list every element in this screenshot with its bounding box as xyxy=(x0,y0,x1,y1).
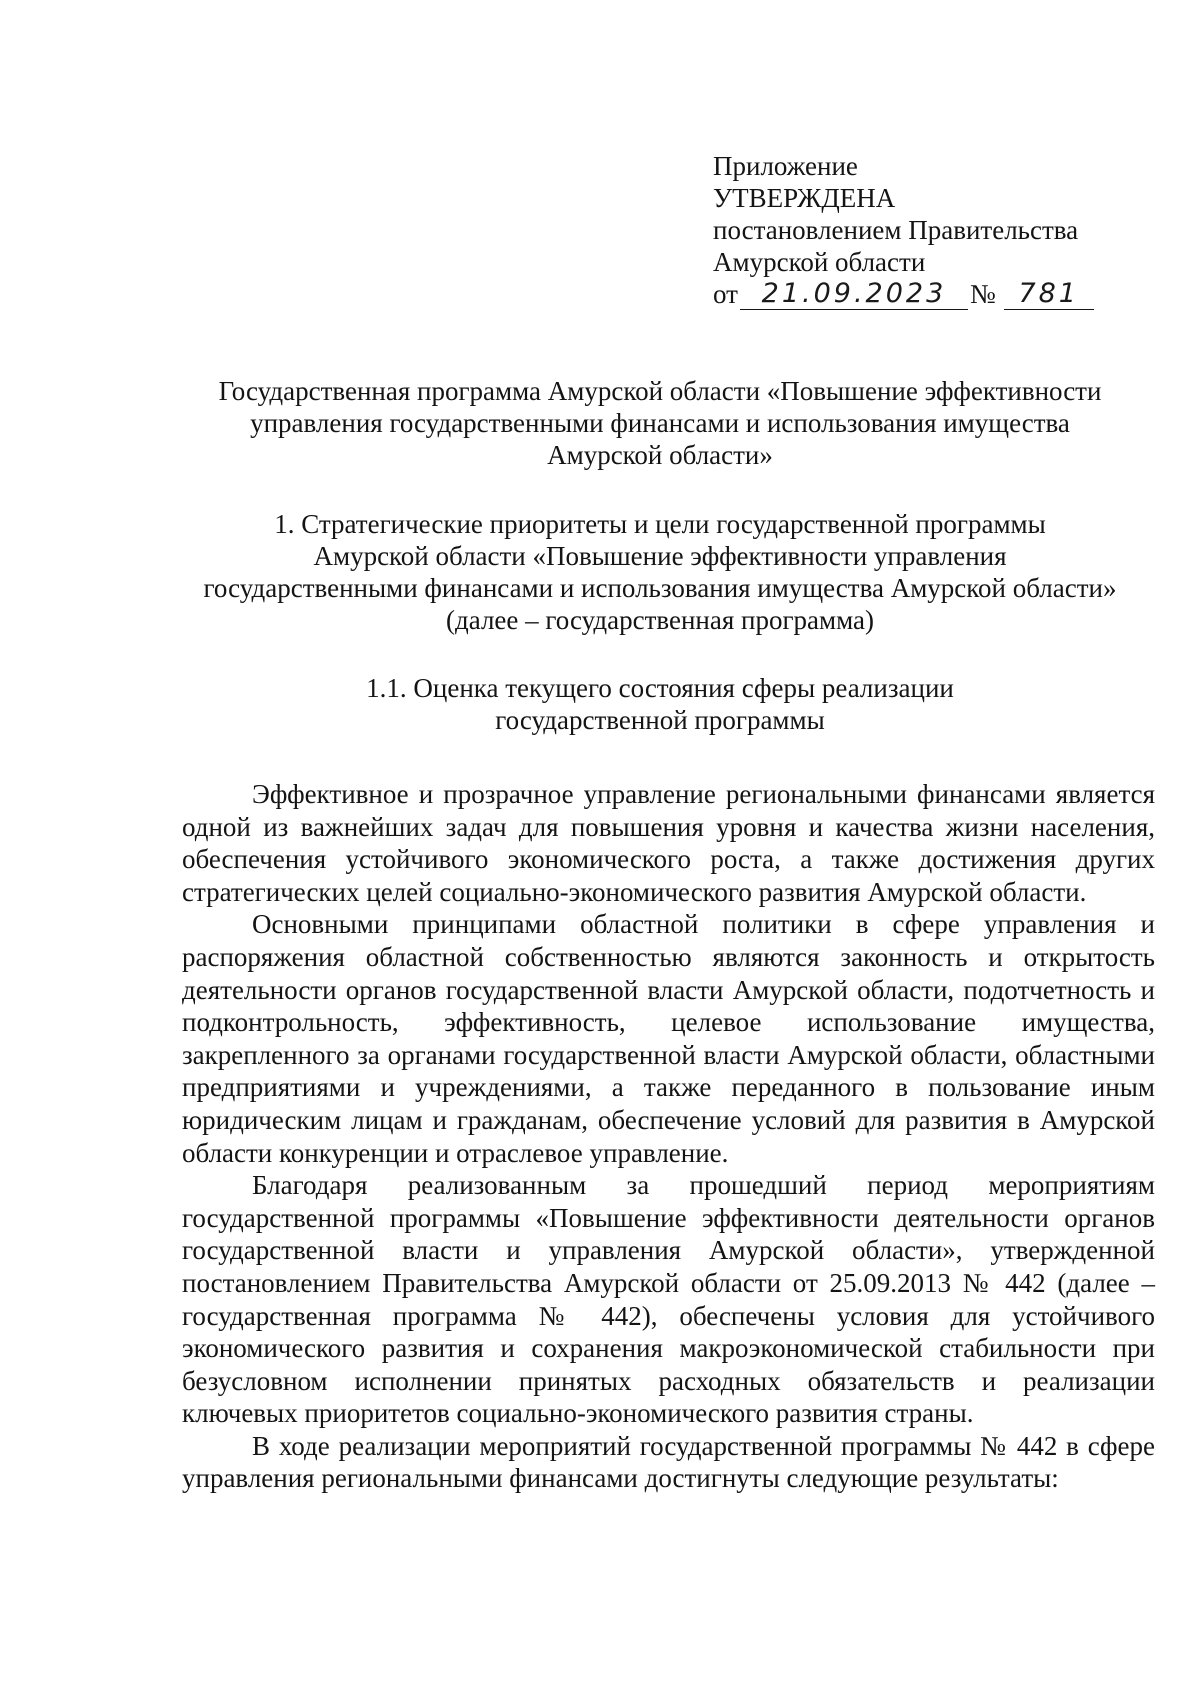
approved-by-label: постановлением Правительства xyxy=(713,215,1079,245)
date-prefix: от xyxy=(713,279,738,309)
program-title xyxy=(180,375,1140,471)
paragraph: В ходе реализации мероприятий государственной программы № 442 в сфере управления региональными финансами достигнуты следующие результаты: xyxy=(182,1430,1155,1494)
handwritten-date: 21.09.2023 xyxy=(740,279,968,310)
program-title-line: Государственная программа Амурской области «Повышение эффективности xyxy=(218,376,1102,406)
program-title-line: Амурской области» xyxy=(547,440,773,470)
approved-label: УТВЕРЖДЕНА xyxy=(713,183,896,213)
handwritten-number: 781 xyxy=(1004,279,1094,310)
date-number-line xyxy=(713,278,1133,310)
paragraph: Основными принципами областной политики в сфере управления и распоряжения областной собственностью являются законность и открытость деятельности органов государственной власти Амурской области, подотчетность и подконтрольность, эффективность, целевое использование имущества, закрепленного за органами государственной власти Амурской области, областными предприятиями и учреждениями, а также переданного в пользование иным юридическим лицам и гражданам, обеспечение условий для развития в Амурской области конкуренции и отраслевое управление. xyxy=(182,909,1155,1168)
program-title-line: управления государственными финансами и использования имущества xyxy=(250,408,1070,438)
region-label: Амурской области xyxy=(713,247,926,277)
section-1-heading-line: (далее – государственная программа) xyxy=(446,605,874,635)
section-1-1-heading-line: государственной программы xyxy=(495,705,825,735)
approval-block xyxy=(713,150,1133,310)
section-1-1-heading xyxy=(310,672,1010,736)
section-1-heading-line: Амурской области «Повышение эффективности управления xyxy=(313,541,1007,571)
section-1-1-heading-line: 1.1. Оценка текущего состояния сферы реализации xyxy=(366,673,954,703)
appendix-label: Приложение xyxy=(713,151,858,181)
paragraph: Благодаря реализованным за прошедший период мероприятиям государственной программы «Повышение эффективности деятельности органов государственной власти и управления Амурской области», утвержденной постановлением Правительства Амурской области от 25.09.2013 № 442 (далее – государственная программа № 442), обеспечены условия для устойчивого экономического развития и сохранения макроэкономической стабильности при безусловном исполнении принятых расходных обязательств и реализации ключевых приоритетов социально-экономического развития страны. xyxy=(182,1170,1155,1429)
paragraph: Эффективное и прозрачное управление региональными финансами является одной из важнейших задач для повышения уровня и качества жизни населения, обеспечения устойчивого экономического роста, а также достижения других стратегических целей социально-экономического развития Амурской области. xyxy=(182,779,1155,907)
section-1-heading xyxy=(180,508,1140,636)
number-sign: № xyxy=(969,279,996,309)
body-text xyxy=(182,778,1155,1495)
section-1-heading-line: 1. Стратегические приоритеты и цели государственной программы xyxy=(274,509,1046,539)
section-1-heading-line: государственными финансами и использования имущества Амурской области» xyxy=(203,573,1117,603)
